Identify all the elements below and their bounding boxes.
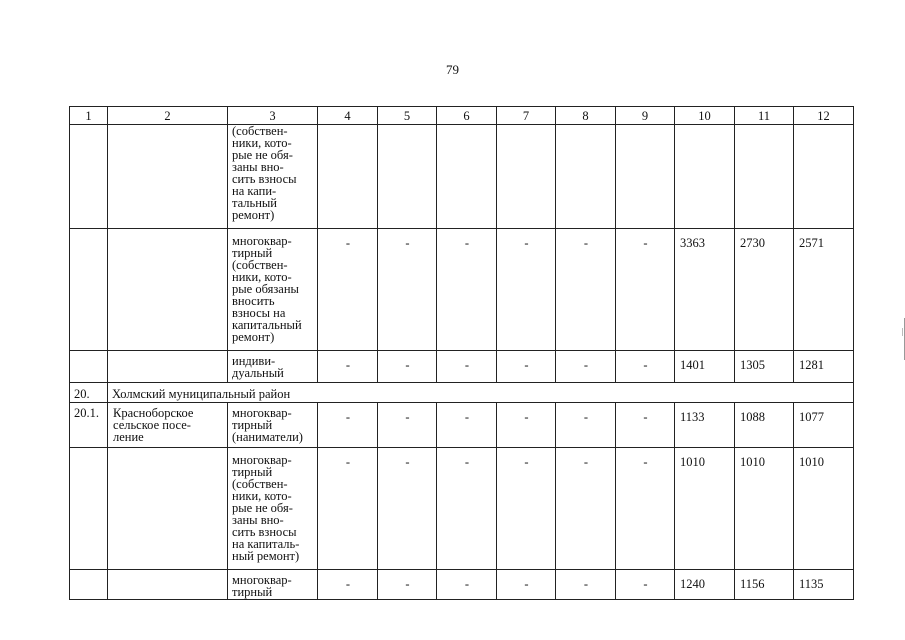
value-cell: - <box>556 448 616 570</box>
value-cell: 1077 <box>794 403 854 448</box>
scan-margin-mark <box>902 328 903 336</box>
value-cell: - <box>318 403 378 448</box>
value-cell: - <box>318 351 378 383</box>
value-cell <box>616 125 675 229</box>
value-cell: - <box>437 351 497 383</box>
value-cell: - <box>497 448 556 570</box>
value-cell: - <box>556 229 616 351</box>
value-cell: - <box>437 570 497 600</box>
value-cell: - <box>318 570 378 600</box>
value-cell: 1010 <box>735 448 794 570</box>
value-cell: 1088 <box>735 403 794 448</box>
value-cell: 1401 <box>675 351 735 383</box>
value-cell: - <box>378 229 437 351</box>
table-row <box>70 229 854 351</box>
value-cell: - <box>616 448 675 570</box>
value-cell: - <box>378 403 437 448</box>
housing-type-cell: многоквар- тирный (собствен- ники, кото- рые обязаны вносить взносы на капитальный ремонт) <box>228 229 318 351</box>
name-cell <box>108 351 228 383</box>
table-row <box>70 351 854 383</box>
value-cell: 2730 <box>735 229 794 351</box>
header-cell: 1 <box>70 107 108 125</box>
code-cell <box>70 351 108 383</box>
value-cell: 2571 <box>794 229 854 351</box>
value-cell: - <box>556 351 616 383</box>
value-cell: - <box>437 229 497 351</box>
value-cell: - <box>616 229 675 351</box>
value-cell: - <box>616 403 675 448</box>
code-cell <box>70 125 108 229</box>
header-cell: 5 <box>378 107 437 125</box>
value-cell: 1305 <box>735 351 794 383</box>
value-cell: - <box>378 570 437 600</box>
value-cell: - <box>378 448 437 570</box>
value-cell: 1133 <box>675 403 735 448</box>
value-cell: 1156 <box>735 570 794 600</box>
header-cell: 9 <box>616 107 675 125</box>
value-cell: - <box>437 448 497 570</box>
name-cell <box>108 125 228 229</box>
housing-type-cell: многоквар- тирный (наниматели) <box>228 403 318 448</box>
section-row <box>70 383 854 403</box>
code-cell <box>70 229 108 351</box>
value-cell: - <box>318 448 378 570</box>
header-cell: 2 <box>108 107 228 125</box>
value-cell: 1010 <box>675 448 735 570</box>
value-cell: - <box>497 403 556 448</box>
page-number: 79 <box>446 62 459 77</box>
name-cell <box>108 229 228 351</box>
value-cell: - <box>616 351 675 383</box>
value-cell <box>794 125 854 229</box>
value-cell <box>318 125 378 229</box>
header-cell: 8 <box>556 107 616 125</box>
header-cell: 4 <box>318 107 378 125</box>
value-cell: - <box>318 229 378 351</box>
header-cell: 7 <box>497 107 556 125</box>
value-cell: - <box>497 570 556 600</box>
value-cell <box>437 125 497 229</box>
table-row <box>70 570 854 600</box>
housing-type-cell: многоквар- тирный (собствен- ники, кото- рые не обя- заны вно- сить взносы на капиталь- ный ремонт) <box>228 448 318 570</box>
header-cell: 12 <box>794 107 854 125</box>
value-cell: 1135 <box>794 570 854 600</box>
value-cell <box>675 125 735 229</box>
value-cell: 3363 <box>675 229 735 351</box>
header-cell: 3 <box>228 107 318 125</box>
value-cell: 1240 <box>675 570 735 600</box>
value-cell: 1010 <box>794 448 854 570</box>
value-cell: - <box>556 403 616 448</box>
code-cell <box>70 448 108 570</box>
value-cell: - <box>616 570 675 600</box>
value-cell: 1281 <box>794 351 854 383</box>
name-cell <box>108 448 228 570</box>
housing-type-cell: многоквар- тирный <box>228 570 318 600</box>
value-cell: - <box>437 403 497 448</box>
value-cell: - <box>378 351 437 383</box>
table-row <box>70 448 854 570</box>
section-title: Холмский муниципальный район <box>108 383 854 403</box>
value-cell: - <box>497 351 556 383</box>
header-cell: 10 <box>675 107 735 125</box>
header-cell: 11 <box>735 107 794 125</box>
value-cell <box>378 125 437 229</box>
value-cell: - <box>556 570 616 600</box>
value-cell: - <box>497 229 556 351</box>
tariff-table <box>69 106 854 600</box>
value-cell <box>497 125 556 229</box>
section-code: 20. <box>70 383 108 403</box>
value-cell <box>556 125 616 229</box>
housing-type-cell: (собствен- ники, кото- рые не обя- заны вно- сить взносы на капи- тальный ремонт) <box>228 125 318 229</box>
value-cell <box>735 125 794 229</box>
name-cell <box>108 570 228 600</box>
code-cell <box>70 570 108 600</box>
table-row <box>70 403 854 448</box>
name-cell: Красноборское сельское посе- ление <box>108 403 228 448</box>
header-cell: 6 <box>437 107 497 125</box>
header-row <box>70 107 854 125</box>
table-row <box>70 125 854 229</box>
housing-type-cell: индиви- дуальный <box>228 351 318 383</box>
code-cell: 20.1. <box>70 403 108 448</box>
